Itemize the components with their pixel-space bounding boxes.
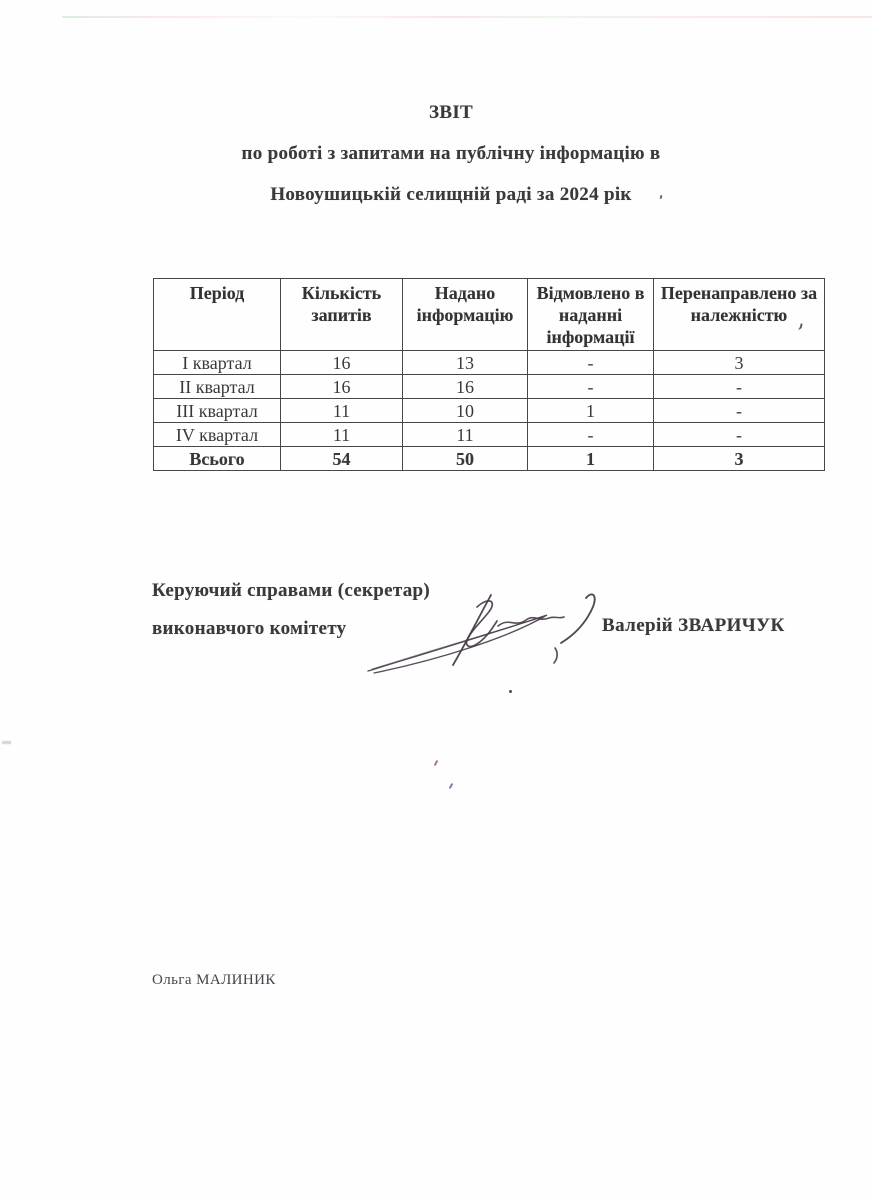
cell-value: 11: [281, 399, 403, 423]
header-info-provided: Надано інформацію: [403, 279, 528, 351]
scan-speck: [434, 760, 439, 766]
cell-total-value: 1: [528, 447, 654, 471]
cell-value: 11: [281, 423, 403, 447]
cell-value: 3: [654, 351, 825, 375]
scanner-edge-line: [62, 16, 872, 18]
handwritten-signature-icon: [350, 585, 600, 680]
title-line-3: Новоушицькій селищній раді за 2024 рік: [270, 184, 632, 205]
signatory-position-line-2: виконавчого комітету: [152, 618, 347, 639]
cell-total-label: Всього: [154, 447, 281, 471]
cell-period: IV квартал: [154, 423, 281, 447]
executor-name: Ольга МАЛИНИК: [152, 972, 276, 988]
cell-value: -: [654, 375, 825, 399]
cell-period: III квартал: [154, 399, 281, 423]
title-line-1: ЗВІТ: [429, 102, 473, 123]
cell-total-value: 3: [654, 447, 825, 471]
signatory-position-line-1: Керуючий справами (секретар): [152, 580, 431, 601]
scan-speck: [509, 690, 512, 693]
header-requests-count: Кількість запитів: [281, 279, 403, 351]
cell-period: II квартал: [154, 375, 281, 399]
scan-speck: [449, 783, 454, 789]
cell-value: -: [528, 423, 654, 447]
cell-value: -: [528, 375, 654, 399]
header-info-refused: Відмовлено в наданні інформації: [528, 279, 654, 351]
cell-value: -: [654, 423, 825, 447]
header-period: Період: [154, 279, 281, 351]
cell-value: 11: [403, 423, 528, 447]
cell-value: -: [654, 399, 825, 423]
table-row: [154, 423, 825, 447]
cell-total-value: 54: [281, 447, 403, 471]
cell-value: 16: [281, 351, 403, 375]
table-header-row: [154, 279, 825, 351]
requests-report-table: [153, 278, 825, 471]
table-total-row: [154, 447, 825, 471]
cell-value: 16: [281, 375, 403, 399]
cell-value: 1: [528, 399, 654, 423]
table-row: [154, 375, 825, 399]
table-row: [154, 351, 825, 375]
scan-speck: [2, 741, 11, 744]
cell-value: -: [528, 351, 654, 375]
cell-value: 16: [403, 375, 528, 399]
cell-total-value: 50: [403, 447, 528, 471]
cell-value: 13: [403, 351, 528, 375]
cell-period: I квартал: [154, 351, 281, 375]
signatory-name: Валерій ЗВАРИЧУК: [602, 615, 785, 636]
title-line-2: по роботі з запитами на публічну інформацію в: [241, 143, 661, 164]
table-row: [154, 399, 825, 423]
cell-value: 10: [403, 399, 528, 423]
document-title: [30, 92, 872, 215]
header-redirected: Перенаправлено за належністю: [654, 279, 825, 351]
